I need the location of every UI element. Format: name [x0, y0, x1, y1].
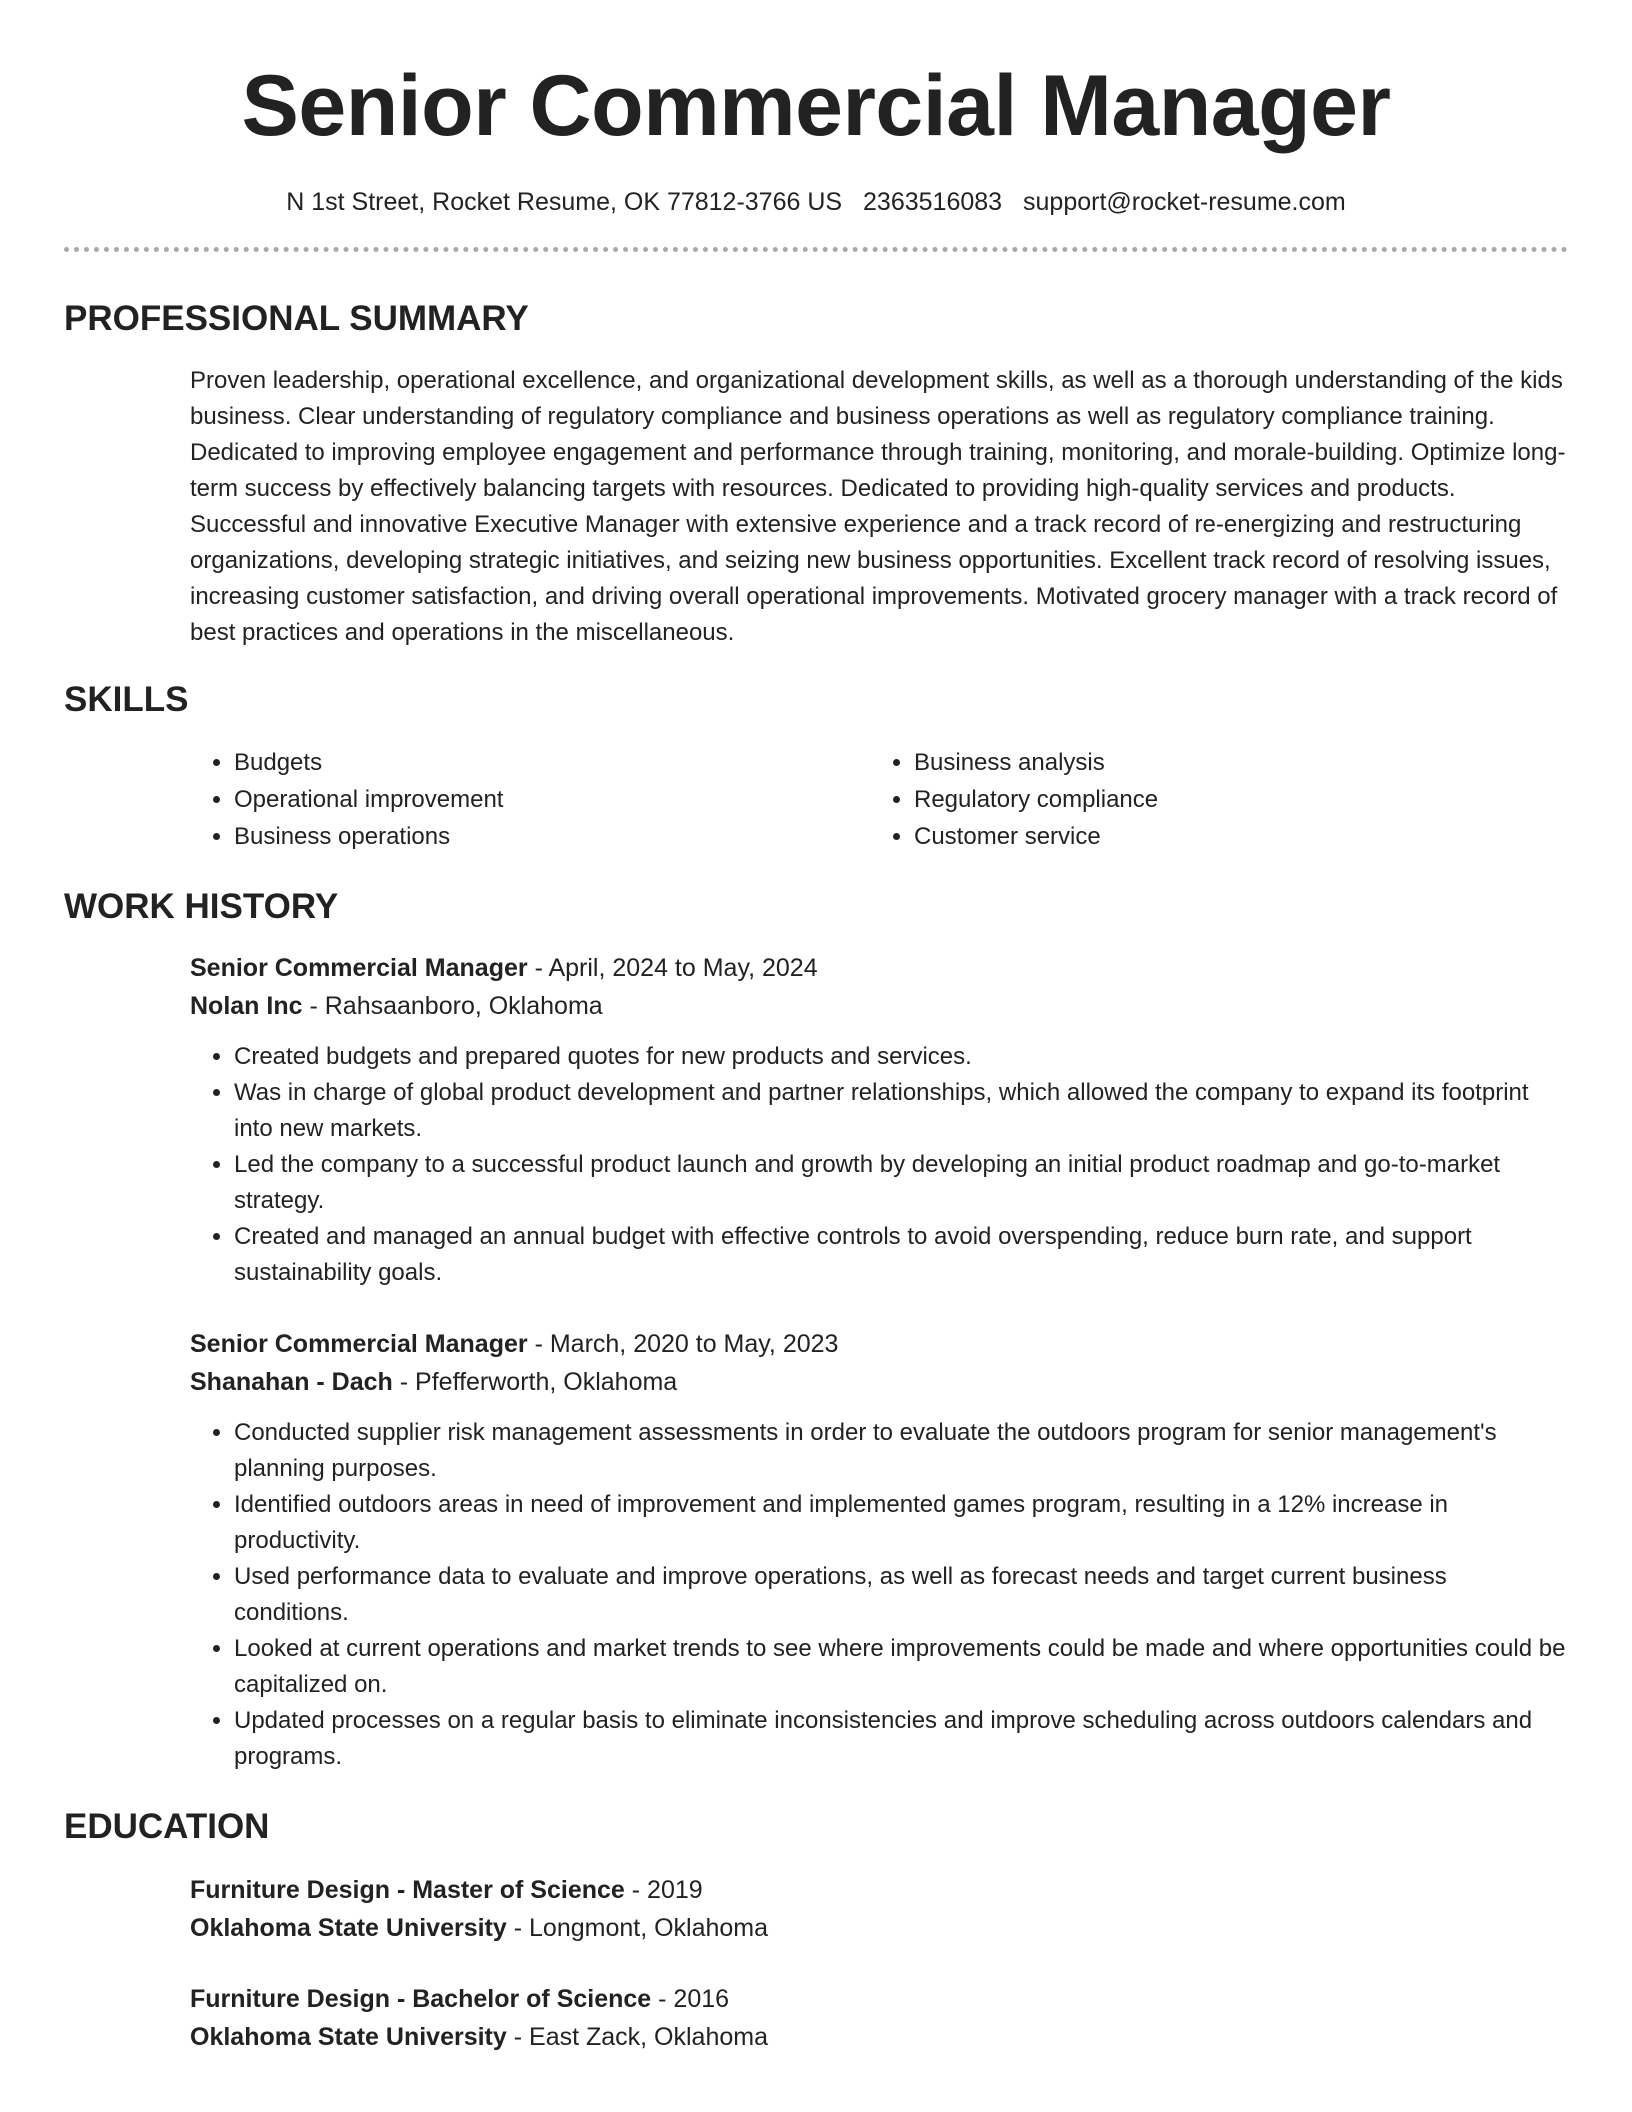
education-school: Oklahoma State University [190, 1914, 507, 1942]
education-heading: EDUCATION [64, 1807, 270, 1846]
job-location: - Rahsaanboro, Oklahoma [302, 992, 603, 1020]
education-degree: Furniture Design - Bachelor of Science [190, 1985, 652, 2013]
education-year: - 2016 [651, 1985, 730, 2013]
contact-line [64, 186, 1568, 218]
contact-email: support@rocket-resume.com [1023, 188, 1346, 216]
job-bullet: • Conducted supplier risk management assessments in order to evaluate the outdoors program for senior management's planning purposes. [234, 1415, 1568, 1487]
skills-section [64, 678, 1568, 855]
education-location: - Longmont, Oklahoma [506, 1914, 769, 1942]
education-degree-line [190, 1871, 1568, 1909]
contact-address: N 1st Street, Rocket Resume, OK 77812-3766 US [286, 188, 843, 216]
contact-phone: 2363516083 [863, 188, 1003, 216]
job-dates: - April, 2024 to May, 2024 [527, 954, 818, 982]
summary-section [64, 297, 1568, 651]
skill-item: • Operational improvement [234, 781, 870, 818]
job-bullet: • Identified outdoors areas in need of improvement and implemented games program, resulting in a 12% increase in productivity. [234, 1487, 1568, 1559]
skills-grid [190, 744, 1568, 855]
skill-item: • Business analysis [914, 744, 1568, 781]
job-bullets [190, 1415, 1568, 1775]
job-title-line [190, 949, 1568, 987]
job-bullets [190, 1039, 1568, 1291]
education-location: - East Zack, Oklahoma [506, 2023, 768, 2051]
work-history-section [64, 885, 1568, 1775]
job-company-line [190, 1363, 1568, 1401]
job-dates: - March, 2020 to May, 2023 [527, 1330, 839, 1358]
job-bullet: • Created and managed an annual budget with effective controls to avoid overspending, reduce burn rate, and support sustainability goals. [234, 1219, 1568, 1291]
work-history-heading: WORK HISTORY [64, 887, 339, 926]
education-school-line [190, 1909, 1568, 1947]
job-bullet: • Looked at current operations and market trends to see where improvements could be made and where opportunities could be capitalized on. [234, 1631, 1568, 1703]
job-bullet: • Updated processes on a regular basis to eliminate inconsistencies and improve scheduling across outdoors calendars and programs. [234, 1703, 1568, 1775]
education-entry [190, 1980, 1568, 2056]
job-location: - Pfefferworth, Oklahoma [392, 1368, 678, 1396]
job-company-line [190, 987, 1568, 1025]
job-bullet: • Used performance data to evaluate and improve operations, as well as forecast needs and target current business conditions. [234, 1559, 1568, 1631]
education-entry [190, 1871, 1568, 1947]
skills-list-right [870, 744, 1568, 855]
job-company: Shanahan - Dach [190, 1368, 393, 1396]
job-bullet: • Was in charge of global product development and partner relationships, which allowed the company to expand its footprint into new markets. [234, 1075, 1568, 1147]
job-bullet: • Led the company to a successful product launch and growth by developing an initial product roadmap and go-to-market strategy. [234, 1147, 1568, 1219]
job-company: Nolan Inc [190, 992, 303, 1020]
job-entry [190, 949, 1568, 1291]
skill-item: • Budgets [234, 744, 870, 781]
job-entry [190, 1325, 1568, 1775]
skills-list-left [190, 744, 870, 855]
job-bullet: • Created budgets and prepared quotes for new products and services. [234, 1039, 1568, 1075]
education-year: - 2019 [624, 1876, 703, 1904]
education-school: Oklahoma State University [190, 2023, 507, 2051]
job-title-line [190, 1325, 1568, 1363]
summary-heading: PROFESSIONAL SUMMARY [64, 299, 529, 338]
skill-item: • Business operations [234, 818, 870, 855]
job-title: Senior Commercial Manager [190, 954, 528, 982]
education-degree: Furniture Design - Master of Science [190, 1876, 625, 1904]
skills-heading: SKILLS [64, 680, 189, 719]
skill-item: • Regulatory compliance [914, 781, 1568, 818]
resume-title: Senior Commercial Manager [241, 58, 1391, 154]
job-title: Senior Commercial Manager [190, 1330, 528, 1358]
summary-text: Proven leadership, operational excellence, and organizational development skills, as well as a thorough understanding of the kids business. Clear understanding of regulatory compliance and business operations as well as regulatory compliance training. Dedicated to improving employee engagement and performance through training, monitoring, and morale-building. Optimize long-term success by effectively balancing targets with resources. Dedicated to providing high-quality services and products. Successful and innovative Executive Manager with extensive experience and a track record of re-energizing and restructuring organizations, developing strategic initiatives, and seizing new business opportunities. Excellent track record of resolving issues, increasing customer satisfaction, and driving overall operational improvements. Motivated grocery manager with a track record of best practices and operations in the miscellaneous. [190, 367, 1566, 646]
education-degree-line [190, 1980, 1568, 2018]
education-school-line [190, 2018, 1568, 2056]
skill-item: • Customer service [914, 818, 1568, 855]
header-divider [64, 247, 1568, 252]
education-section [64, 1805, 1568, 2056]
